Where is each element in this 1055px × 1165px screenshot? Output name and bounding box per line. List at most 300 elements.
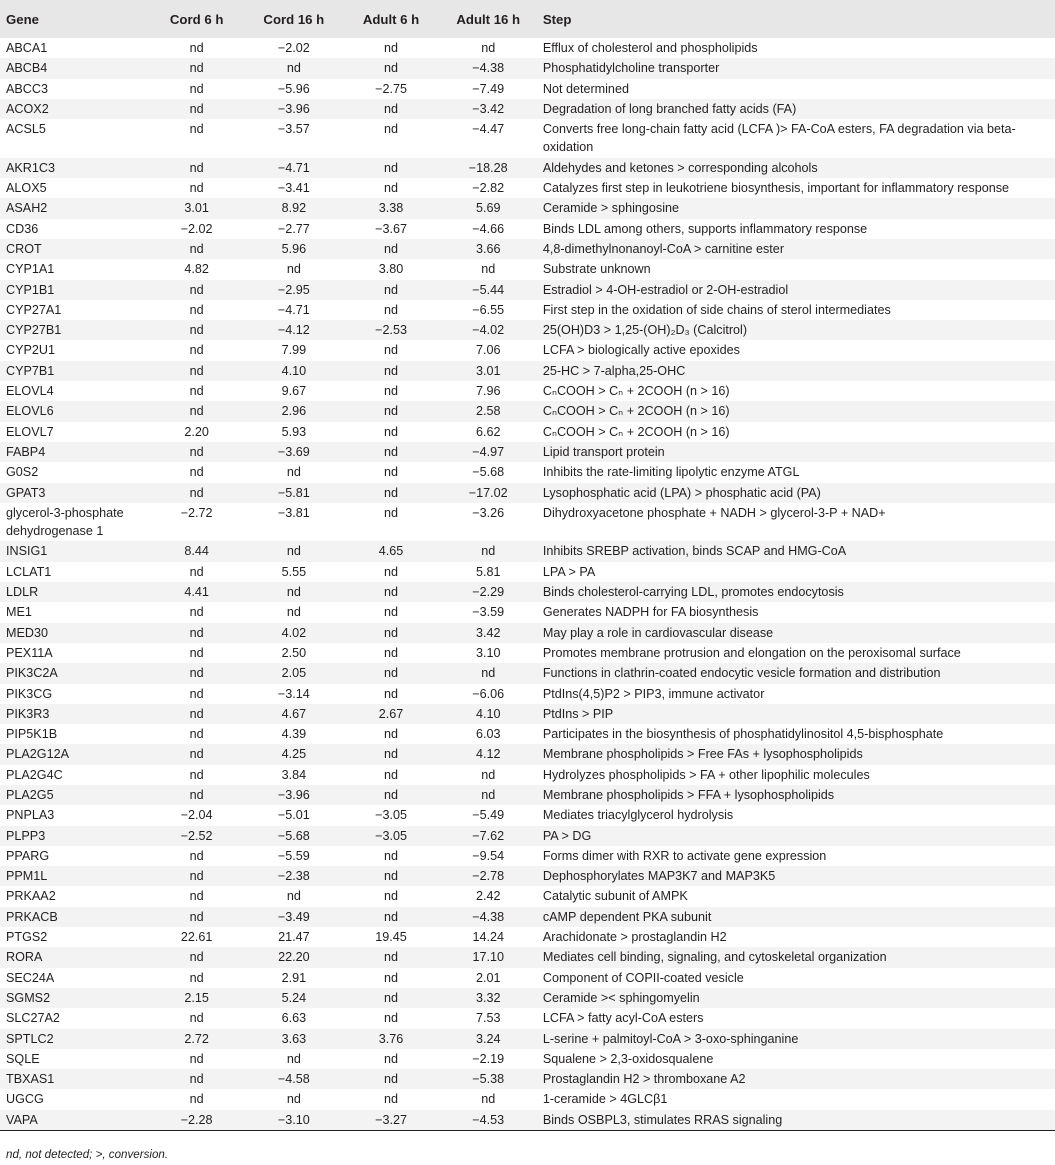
step-cell: Substrate unknown [537, 259, 1055, 279]
cord-16h-cell: 9.67 [245, 381, 342, 401]
step-cell: L-serine + palmitoyl-CoA > 3-oxo-sphinganine [537, 1029, 1055, 1049]
cord-6h-cell: 4.82 [148, 259, 245, 279]
cord-6h-cell: nd [148, 280, 245, 300]
adult-16h-cell: −5.49 [440, 805, 537, 825]
gene-cell: TBXAS1 [0, 1069, 148, 1089]
table-row [0, 724, 1055, 744]
adult-16h-cell: 6.03 [440, 724, 537, 744]
gene-cell: CYP2U1 [0, 340, 148, 360]
adult-6h-cell: 3.80 [342, 259, 439, 279]
step-cell: CₙCOOH > Cₙ + 2COOH (n > 16) [537, 401, 1055, 421]
adult-16h-cell: −18.28 [440, 158, 537, 178]
adult-16h-cell: −4.97 [440, 442, 537, 462]
cord-6h-cell: nd [148, 886, 245, 906]
cord-16h-cell: 4.67 [245, 704, 342, 724]
cord-16h-cell: nd [245, 58, 342, 78]
cord-6h-cell: −2.04 [148, 805, 245, 825]
step-cell: Mediates triacylglycerol hydrolysis [537, 805, 1055, 825]
cord-16h-cell: 3.63 [245, 1029, 342, 1049]
table-header [0, 0, 1055, 38]
adult-16h-cell: 17.10 [440, 947, 537, 967]
cord-16h-cell: 2.96 [245, 401, 342, 421]
table-row [0, 947, 1055, 967]
adult-16h-cell: −5.38 [440, 1069, 537, 1089]
adult-6h-cell: nd [342, 178, 439, 198]
adult-16h-cell: −2.29 [440, 582, 537, 602]
adult-16h-cell: −5.44 [440, 280, 537, 300]
gene-cell: FABP4 [0, 442, 148, 462]
table-row [0, 602, 1055, 622]
step-cell: Membrane phospholipids > FFA + lysophospholipids [537, 785, 1055, 805]
header-cord-16h: Cord 16 h [245, 0, 342, 38]
step-cell: Inhibits the rate-limiting lipolytic enzyme ATGL [537, 462, 1055, 482]
adult-6h-cell: nd [342, 300, 439, 320]
adult-16h-cell: nd [440, 1089, 537, 1109]
adult-16h-cell: −7.62 [440, 826, 537, 846]
table-row [0, 1110, 1055, 1131]
step-cell: Membrane phospholipids > Free FAs + lysophospholipids [537, 744, 1055, 764]
cord-6h-cell: nd [148, 158, 245, 178]
cord-16h-cell: 7.99 [245, 340, 342, 360]
header-gene: Gene [0, 0, 148, 38]
cord-6h-cell: nd [148, 119, 245, 158]
cord-16h-cell: 8.92 [245, 198, 342, 218]
adult-16h-cell: 2.58 [440, 401, 537, 421]
adult-16h-cell: nd [440, 541, 537, 561]
adult-16h-cell: −5.68 [440, 462, 537, 482]
step-cell: CₙCOOH > Cₙ + 2COOH (n > 16) [537, 381, 1055, 401]
table-row [0, 58, 1055, 78]
adult-6h-cell: nd [342, 582, 439, 602]
table-row [0, 886, 1055, 906]
table-row [0, 643, 1055, 663]
adult-16h-cell: −9.54 [440, 846, 537, 866]
cord-6h-cell: nd [148, 643, 245, 663]
table-row [0, 99, 1055, 119]
adult-6h-cell: nd [342, 58, 439, 78]
adult-16h-cell: 3.66 [440, 239, 537, 259]
step-cell: Catalytic subunit of AMPK [537, 886, 1055, 906]
table-row [0, 442, 1055, 462]
table-row [0, 38, 1055, 58]
adult-16h-cell: 14.24 [440, 927, 537, 947]
cord-6h-cell: nd [148, 562, 245, 582]
cord-16h-cell: nd [245, 541, 342, 561]
adult-16h-cell: −2.78 [440, 866, 537, 886]
cord-6h-cell: nd [148, 483, 245, 503]
gene-cell: RORA [0, 947, 148, 967]
adult-6h-cell: nd [342, 442, 439, 462]
table-row [0, 422, 1055, 442]
adult-16h-cell: −2.82 [440, 178, 537, 198]
adult-6h-cell: nd [342, 99, 439, 119]
cord-16h-cell: nd [245, 1089, 342, 1109]
step-cell: Lysophosphatic acid (LPA) > phosphatic acid (PA) [537, 483, 1055, 503]
cord-16h-cell: −3.69 [245, 442, 342, 462]
cord-6h-cell: −2.28 [148, 1110, 245, 1131]
cord-6h-cell: nd [148, 684, 245, 704]
cord-6h-cell: 22.61 [148, 927, 245, 947]
step-cell: Lipid transport protein [537, 442, 1055, 462]
step-cell: First step in the oxidation of side chains of sterol intermediates [537, 300, 1055, 320]
adult-6h-cell: nd [342, 907, 439, 927]
cord-6h-cell: nd [148, 99, 245, 119]
table-row [0, 846, 1055, 866]
adult-6h-cell: nd [342, 663, 439, 683]
step-cell: Promotes membrane protrusion and elongation on the peroxisomal surface [537, 643, 1055, 663]
table-row [0, 239, 1055, 259]
step-cell: May play a role in cardiovascular disease [537, 623, 1055, 643]
cord-16h-cell: −4.58 [245, 1069, 342, 1089]
step-cell: PtdIns > PIP [537, 704, 1055, 724]
step-cell: Estradiol > 4-OH-estradiol or 2-OH-estradiol [537, 280, 1055, 300]
adult-6h-cell: −2.75 [342, 79, 439, 99]
cord-6h-cell: nd [148, 724, 245, 744]
cord-16h-cell: 21.47 [245, 927, 342, 947]
gene-cell: UGCG [0, 1089, 148, 1109]
cord-16h-cell: 3.84 [245, 765, 342, 785]
adult-16h-cell: −4.66 [440, 219, 537, 239]
cord-16h-cell: 5.55 [245, 562, 342, 582]
cord-16h-cell: 5.93 [245, 422, 342, 442]
step-cell: Participates in the biosynthesis of phosphatidylinositol 4,5-bisphosphate [537, 724, 1055, 744]
table-row [0, 259, 1055, 279]
step-cell: 25-HC > 7-alpha,25-OHC [537, 361, 1055, 381]
adult-16h-cell: −6.06 [440, 684, 537, 704]
adult-16h-cell: 7.96 [440, 381, 537, 401]
step-cell: Arachidonate > prostaglandin H2 [537, 927, 1055, 947]
adult-16h-cell: 6.62 [440, 422, 537, 442]
adult-6h-cell: −3.27 [342, 1110, 439, 1131]
cord-6h-cell: nd [148, 340, 245, 360]
gene-cell: ELOVL4 [0, 381, 148, 401]
cord-16h-cell: 4.02 [245, 623, 342, 643]
adult-16h-cell: −17.02 [440, 483, 537, 503]
gene-cell: SGMS2 [0, 988, 148, 1008]
gene-cell: SEC24A [0, 968, 148, 988]
cord-16h-cell: −3.10 [245, 1110, 342, 1131]
adult-6h-cell: nd [342, 643, 439, 663]
adult-16h-cell: −4.47 [440, 119, 537, 158]
adult-16h-cell: 7.53 [440, 1008, 537, 1028]
gene-cell: ABCA1 [0, 38, 148, 58]
table-row [0, 178, 1055, 198]
cord-6h-cell: nd [148, 1069, 245, 1089]
gene-cell: PRKACB [0, 907, 148, 927]
adult-6h-cell: 3.76 [342, 1029, 439, 1049]
adult-16h-cell: nd [440, 663, 537, 683]
table-row [0, 340, 1055, 360]
adult-6h-cell: nd [342, 684, 439, 704]
cord-6h-cell: nd [148, 704, 245, 724]
adult-16h-cell: 3.42 [440, 623, 537, 643]
cord-6h-cell: nd [148, 178, 245, 198]
gene-cell: CYP27B1 [0, 320, 148, 340]
gene-cell: ALOX5 [0, 178, 148, 198]
cord-6h-cell: 8.44 [148, 541, 245, 561]
adult-6h-cell: nd [342, 886, 439, 906]
adult-6h-cell: nd [342, 602, 439, 622]
gene-cell: PLA2G4C [0, 765, 148, 785]
cord-6h-cell: −2.52 [148, 826, 245, 846]
cord-16h-cell: −3.81 [245, 503, 342, 542]
adult-6h-cell: nd [342, 1089, 439, 1109]
adult-6h-cell: nd [342, 765, 439, 785]
cord-6h-cell: −2.72 [148, 503, 245, 542]
adult-6h-cell: nd [342, 785, 439, 805]
gene-cell: CYP1B1 [0, 280, 148, 300]
table-row [0, 765, 1055, 785]
cord-16h-cell: nd [245, 259, 342, 279]
gene-cell: PPARG [0, 846, 148, 866]
adult-16h-cell: 7.06 [440, 340, 537, 360]
step-cell: Prostaglandin H2 > thromboxane A2 [537, 1069, 1055, 1089]
step-cell: LPA > PA [537, 562, 1055, 582]
table-row [0, 907, 1055, 927]
table-row [0, 219, 1055, 239]
cord-16h-cell: −5.01 [245, 805, 342, 825]
gene-cell: G0S2 [0, 462, 148, 482]
gene-cell: VAPA [0, 1110, 148, 1131]
gene-cell: PLA2G5 [0, 785, 148, 805]
cord-16h-cell: −3.49 [245, 907, 342, 927]
table-row [0, 866, 1055, 886]
step-cell: Catalyzes first step in leukotriene biosynthesis, important for inflammatory response [537, 178, 1055, 198]
table-row [0, 785, 1055, 805]
table-row [0, 744, 1055, 764]
cord-6h-cell: nd [148, 866, 245, 886]
step-cell: Converts free long-chain fatty acid (LCFA )> FA-CoA esters, FA degradation via beta-oxidation [537, 119, 1055, 158]
step-cell: LCFA > biologically active epoxides [537, 340, 1055, 360]
cord-16h-cell: −4.71 [245, 300, 342, 320]
cord-16h-cell: −2.77 [245, 219, 342, 239]
gene-cell: PEX11A [0, 643, 148, 663]
adult-6h-cell: −3.05 [342, 805, 439, 825]
step-cell: Generates NADPH for FA biosynthesis [537, 602, 1055, 622]
adult-16h-cell: 2.01 [440, 968, 537, 988]
cord-16h-cell: −5.96 [245, 79, 342, 99]
cord-16h-cell: −2.95 [245, 280, 342, 300]
cord-16h-cell: −4.71 [245, 158, 342, 178]
cord-6h-cell: nd [148, 1008, 245, 1028]
table-row [0, 927, 1055, 947]
table-row [0, 968, 1055, 988]
cord-6h-cell: nd [148, 401, 245, 421]
table-row [0, 462, 1055, 482]
step-cell: PtdIns(4,5)P2 > PIP3, immune activator [537, 684, 1055, 704]
gene-cell: CROT [0, 239, 148, 259]
gene-cell: CYP27A1 [0, 300, 148, 320]
adult-16h-cell: −3.59 [440, 602, 537, 622]
gene-cell: PTGS2 [0, 927, 148, 947]
adult-6h-cell: nd [342, 280, 439, 300]
gene-cell: CD36 [0, 219, 148, 239]
gene-cell: LCLAT1 [0, 562, 148, 582]
table-row [0, 158, 1055, 178]
adult-16h-cell: 3.32 [440, 988, 537, 1008]
adult-6h-cell: nd [342, 1008, 439, 1028]
cord-16h-cell: nd [245, 582, 342, 602]
cord-16h-cell: 2.05 [245, 663, 342, 683]
gene-cell: INSIG1 [0, 541, 148, 561]
adult-16h-cell: nd [440, 765, 537, 785]
table-row [0, 541, 1055, 561]
cord-6h-cell: 2.20 [148, 422, 245, 442]
cord-16h-cell: 4.39 [245, 724, 342, 744]
table-row [0, 361, 1055, 381]
cord-6h-cell: nd [148, 765, 245, 785]
step-cell: LCFA > fatty acyl-CoA esters [537, 1008, 1055, 1028]
adult-16h-cell: 2.42 [440, 886, 537, 906]
table-footnote: nd, not detected; >, conversion. [6, 1148, 169, 1161]
adult-6h-cell: nd [342, 239, 439, 259]
step-cell: cAMP dependent PKA subunit [537, 907, 1055, 927]
cord-6h-cell: 4.41 [148, 582, 245, 602]
gene-cell: PLA2G12A [0, 744, 148, 764]
adult-6h-cell: −3.67 [342, 219, 439, 239]
adult-16h-cell: nd [440, 785, 537, 805]
step-cell: Binds cholesterol-carrying LDL, promotes endocytosis [537, 582, 1055, 602]
adult-6h-cell: nd [342, 503, 439, 542]
cord-16h-cell: 5.24 [245, 988, 342, 1008]
cord-16h-cell: −2.38 [245, 866, 342, 886]
adult-16h-cell: −4.53 [440, 1110, 537, 1131]
table-row [0, 503, 1055, 542]
cord-6h-cell: nd [148, 602, 245, 622]
adult-16h-cell: nd [440, 259, 537, 279]
table-row [0, 1089, 1055, 1109]
cord-6h-cell: nd [148, 320, 245, 340]
cord-6h-cell: nd [148, 361, 245, 381]
table-row [0, 381, 1055, 401]
header-adult-16h: Adult 16 h [440, 0, 537, 38]
cord-6h-cell: nd [148, 58, 245, 78]
gene-cell: GPAT3 [0, 483, 148, 503]
adult-6h-cell: nd [342, 623, 439, 643]
table-row [0, 582, 1055, 602]
cord-16h-cell: 22.20 [245, 947, 342, 967]
cord-6h-cell: nd [148, 744, 245, 764]
adult-16h-cell: nd [440, 38, 537, 58]
cord-6h-cell: nd [148, 846, 245, 866]
step-cell: 1-ceramide > 4GLCβ1 [537, 1089, 1055, 1109]
cord-6h-cell: nd [148, 462, 245, 482]
adult-16h-cell: −4.02 [440, 320, 537, 340]
adult-6h-cell: nd [342, 462, 439, 482]
table-row [0, 1008, 1055, 1028]
cord-6h-cell: −2.02 [148, 219, 245, 239]
step-cell: Degradation of long branched fatty acids (FA) [537, 99, 1055, 119]
step-cell: Efflux of cholesterol and phospholipids [537, 38, 1055, 58]
gene-cell: LDLR [0, 582, 148, 602]
cord-16h-cell: 2.91 [245, 968, 342, 988]
table-row [0, 320, 1055, 340]
cord-6h-cell: nd [148, 239, 245, 259]
step-cell: PA > DG [537, 826, 1055, 846]
adult-6h-cell: nd [342, 947, 439, 967]
gene-cell: ACOX2 [0, 99, 148, 119]
table-row [0, 663, 1055, 683]
adult-16h-cell: −3.26 [440, 503, 537, 542]
gene-cell: PRKAA2 [0, 886, 148, 906]
header-cord-6h: Cord 6 h [148, 0, 245, 38]
gene-cell: CYP7B1 [0, 361, 148, 381]
adult-16h-cell: −4.38 [440, 907, 537, 927]
adult-6h-cell: nd [342, 158, 439, 178]
step-cell: Phosphatidylcholine transporter [537, 58, 1055, 78]
cord-6h-cell: nd [148, 1049, 245, 1069]
adult-6h-cell: 2.67 [342, 704, 439, 724]
cord-16h-cell: 2.50 [245, 643, 342, 663]
step-cell: Hydrolyzes phospholipids > FA + other lipophilic molecules [537, 765, 1055, 785]
adult-6h-cell: 3.38 [342, 198, 439, 218]
step-cell: Aldehydes and ketones > corresponding alcohols [537, 158, 1055, 178]
cord-6h-cell: 3.01 [148, 198, 245, 218]
gene-cell: PIK3C2A [0, 663, 148, 683]
adult-6h-cell: nd [342, 988, 439, 1008]
table-row [0, 198, 1055, 218]
step-cell: Binds OSBPL3, stimulates RRAS signaling [537, 1110, 1055, 1131]
adult-6h-cell: nd [342, 562, 439, 582]
step-cell: CₙCOOH > Cₙ + 2COOH (n > 16) [537, 422, 1055, 442]
step-cell: 25(OH)D3 > 1,25-(OH)₂D₃ (Calcitrol) [537, 320, 1055, 340]
adult-6h-cell: nd [342, 361, 439, 381]
table-row [0, 401, 1055, 421]
cord-6h-cell: nd [148, 38, 245, 58]
table-row [0, 79, 1055, 99]
step-cell: Ceramide >< sphingomyelin [537, 988, 1055, 1008]
table-row [0, 300, 1055, 320]
cord-6h-cell: nd [148, 663, 245, 683]
adult-16h-cell: −4.38 [440, 58, 537, 78]
cord-16h-cell: 4.10 [245, 361, 342, 381]
cord-6h-cell: nd [148, 947, 245, 967]
adult-6h-cell: nd [342, 1049, 439, 1069]
cord-16h-cell: nd [245, 462, 342, 482]
cord-16h-cell: −3.96 [245, 99, 342, 119]
gene-cell: ASAH2 [0, 198, 148, 218]
cord-16h-cell: −3.41 [245, 178, 342, 198]
gene-cell: glycerol-3-phosphate dehydrogenase 1 [0, 503, 148, 542]
cord-6h-cell: 2.72 [148, 1029, 245, 1049]
cord-16h-cell: −5.68 [245, 826, 342, 846]
gene-cell: PIK3R3 [0, 704, 148, 724]
adult-6h-cell: 19.45 [342, 927, 439, 947]
gene-cell: SLC27A2 [0, 1008, 148, 1028]
header-adult-6h: Adult 6 h [342, 0, 439, 38]
cord-16h-cell: nd [245, 1049, 342, 1069]
cord-16h-cell: −5.59 [245, 846, 342, 866]
table-row [0, 684, 1055, 704]
gene-cell: PNPLA3 [0, 805, 148, 825]
table-row [0, 483, 1055, 503]
table-row [0, 562, 1055, 582]
step-cell: Component of COPII-coated vesicle [537, 968, 1055, 988]
cord-16h-cell: nd [245, 886, 342, 906]
cord-6h-cell: nd [148, 907, 245, 927]
adult-6h-cell: nd [342, 401, 439, 421]
cord-6h-cell: nd [148, 1089, 245, 1109]
adult-6h-cell: nd [342, 744, 439, 764]
gene-cell: PIK3CG [0, 684, 148, 704]
table-row [0, 119, 1055, 158]
cord-6h-cell: 2.15 [148, 988, 245, 1008]
gene-cell: PPM1L [0, 866, 148, 886]
adult-6h-cell: nd [342, 968, 439, 988]
cord-16h-cell: −4.12 [245, 320, 342, 340]
step-cell: Squalene > 2,3-oxidosqualene [537, 1049, 1055, 1069]
step-cell: Not determined [537, 79, 1055, 99]
